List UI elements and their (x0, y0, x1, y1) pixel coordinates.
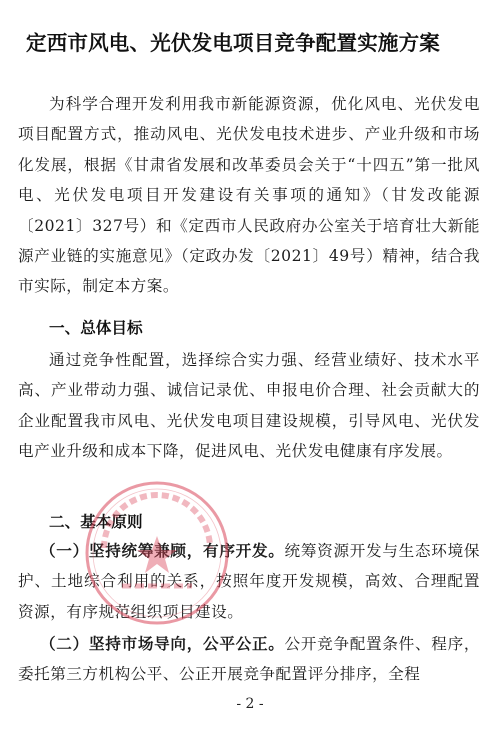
principle-item-2-lead: （二）坚持市场导向，公平公正。 (40, 634, 285, 653)
principle-item-2-text: 公开竞争配置条件、程序，委托第三方机构公平、公正开展竞争配置评分排序，全程 (18, 635, 480, 684)
section-heading-goals: 一、总体目标 (49, 319, 143, 337)
page-number: - 2 - (236, 696, 264, 712)
document-title: 定西市风电、光伏发电项目竞争配置实施方案 (26, 31, 440, 55)
principle-item-1-text: 统筹资源开发与生态环境保护、土地综合利用的关系，按照年度开发规模，高效、合理配置资源，有序规范组织项目建设。 (18, 542, 480, 621)
goals-paragraph: 通过竞争性配置，选择综合实力强、经营业绩好、技术水平高、产业带动力强、诚信记录优、申报电价合理、社会贡献大的企业配置我市风电、光伏发电项目建设规模，引导风电、光伏发电产业升级和成本下降，促进风电、光伏发电健康有序发展。 (18, 351, 480, 461)
section-heading-principles: 二、基本原则 (49, 513, 143, 531)
principle-item-1 (18, 536, 480, 627)
principle-item-2 (18, 629, 480, 690)
principle-item-1-lead: （一）坚持统筹兼顾，有序开发。 (40, 541, 285, 560)
intro-paragraph: 为科学合理开发利用我市新能源资源，优化风电、光伏发电项目配置方式，推动风电、光伏发电技术进步、产业升级和市场化发展，根据《甘肃省发展和改革委员会关于“十四五”第一批风电、光伏发电项目开发建设有关事项的通知》（甘发改能源〔2021〕327号）和《定西市人民政府办公室关于培育壮大新能源产业链的实施意见》（定政办发〔2021〕49号）精神，结合我市实际，制定本方案。 (18, 95, 480, 296)
